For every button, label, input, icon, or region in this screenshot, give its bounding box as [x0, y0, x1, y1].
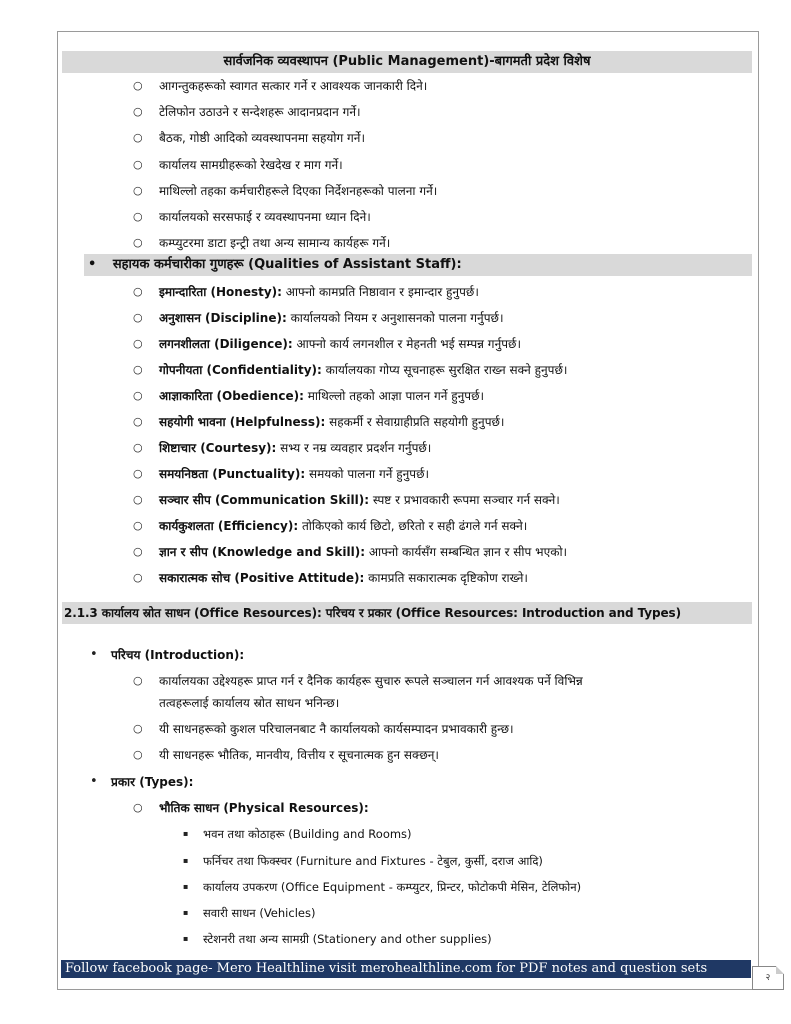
quality-desc: आफ्नो कार्य लगनशील र मेहनती भई सम्पन्न गर्नुपर्छ।	[292, 337, 522, 351]
bullet-circle-icon: ○	[133, 801, 143, 814]
bullet-dot-icon: •	[88, 257, 97, 272]
types-heading: प्रकार (Types):	[111, 775, 194, 789]
bullet-square-icon: ▪	[183, 829, 189, 838]
list-item: कम्प्युटरमा डाटा इन्ट्री तथा अन्य सामान्य कार्यहरू गर्ने।	[159, 236, 391, 250]
bullet-circle-icon: ○	[133, 545, 143, 558]
quality-desc: कार्यालयको नियम र अनुशासनको पालना गर्नुपर्छ।	[286, 311, 504, 325]
quality-term: सकारात्मक सोच (Positive Attitude):	[159, 571, 365, 585]
list-item	[159, 309, 504, 327]
list-item	[159, 491, 560, 509]
bullet-circle-icon: ○	[133, 131, 143, 144]
list-item: टेलिफोन उठाउने र सन्देशहरू आदानप्रदान गर्ने।	[159, 105, 361, 119]
quality-desc: कार्यालयका गोप्य सूचनाहरू सुरक्षित राख्न सक्ने हुनुपर्छ।	[321, 363, 568, 377]
quality-desc: तोकिएको कार्य छिटो, छरितो र सही ढंगले गर्न सक्ने।	[298, 519, 528, 533]
list-item	[159, 543, 567, 561]
list-item	[159, 387, 484, 405]
bullet-circle-icon: ○	[133, 311, 143, 324]
qualities-heading: सहायक कर्मचारीका गुणहरू (Qualities of Assistant Staff):	[112, 257, 462, 272]
list-item	[159, 569, 528, 587]
quality-term: ज्ञान र सीप (Knowledge and Skill):	[159, 545, 365, 559]
bullet-square-icon: ▪	[183, 882, 189, 891]
qualities-heading-band	[84, 254, 752, 276]
quality-desc: माथिल्लो तहको आज्ञा पालन गर्ने हुनुपर्छ।	[303, 389, 485, 403]
list-item	[159, 465, 429, 483]
bullet-circle-icon: ○	[133, 441, 143, 454]
bullet-circle-icon: ○	[133, 285, 143, 298]
bullet-circle-icon: ○	[133, 184, 143, 197]
bullet-dot-icon: •	[90, 774, 98, 789]
footer-banner: Follow facebook page- Mero Healthline visit merohealthline.com for PDF notes and question sets	[61, 960, 751, 978]
bullet-circle-icon: ○	[133, 748, 143, 761]
quality-desc: स्पष्ट र प्रभावकारी रूपमा सञ्चार गर्न सक्ने।	[369, 493, 560, 507]
bullet-square-icon: ▪	[183, 908, 189, 917]
list-item: सवारी साधन (Vehicles)	[203, 906, 316, 920]
list-item: कार्यालयको सरसफाई र व्यवस्थापनमा ध्यान दिने।	[159, 210, 371, 224]
bullet-circle-icon: ○	[133, 493, 143, 506]
bullet-circle-icon: ○	[133, 467, 143, 480]
quality-term: सञ्चार सीप (Communication Skill):	[159, 493, 369, 507]
list-item: कार्यालय सामग्रीहरूको रेखदेख र माग गर्ने।	[159, 158, 343, 172]
list-item: स्टेशनरी तथा अन्य सामग्री (Stationery and other supplies)	[203, 932, 492, 946]
bullet-dot-icon: •	[90, 647, 98, 662]
bullet-circle-icon: ○	[133, 210, 143, 223]
quality-term: शिष्टाचार (Courtesy):	[159, 441, 277, 455]
quality-term: इमान्दारिता (Honesty):	[159, 285, 282, 299]
quality-desc: समयको पालना गर्ने हुनुपर्छ।	[305, 467, 430, 481]
bullet-circle-icon: ○	[133, 158, 143, 171]
quality-term: कार्यकुशलता (Efficiency):	[159, 519, 299, 533]
quality-desc: सहकर्मी र सेवाग्राहीप्रति सहयोगी हुनुपर्छ।	[325, 415, 505, 429]
section-heading: सार्वजनिक व्यवस्थापन (Public Management)-बागमती प्रदेश विशेष	[62, 51, 752, 73]
list-item: आगन्तुकहरूको स्वागत सत्कार गर्ने र आवश्यक जानकारी दिने।	[159, 79, 428, 93]
list-item: यी साधनहरू भौतिक, मानवीय, वित्तीय र सूचनात्मक हुन सक्छन्।	[159, 748, 439, 762]
list-item	[159, 335, 521, 353]
bullet-circle-icon: ○	[133, 236, 143, 249]
list-item: कार्यालय उपकरण (Office Equipment - कम्प्युटर, प्रिन्टर, फोटोकपी मेसिन, टेलिफोन)	[203, 880, 582, 894]
list-item	[159, 517, 527, 535]
list-item: यी साधनहरूको कुशल परिचालनबाट नै कार्यालयको कार्यसम्पादन प्रभावकारी हुन्छ।	[159, 722, 514, 736]
list-item	[159, 439, 431, 457]
page-border	[57, 31, 759, 990]
page-number: २	[752, 966, 784, 990]
bullet-square-icon: ▪	[183, 934, 189, 943]
quality-term: सहयोगी भावना (Helpfulness):	[159, 415, 326, 429]
bullet-circle-icon: ○	[133, 389, 143, 402]
quality-desc: आफ्नो कार्यसँग सम्बन्धित ज्ञान र सीप भएको।	[365, 545, 568, 559]
physical-heading: भौतिक साधन (Physical Resources):	[159, 801, 369, 815]
list-item: बैठक, गोष्ठी आदिको व्यवस्थापनमा सहयोग गर्ने।	[159, 131, 366, 145]
bullet-circle-icon: ○	[133, 674, 143, 687]
quality-term: गोपनीयता (Confidentiality):	[159, 363, 322, 377]
quality-desc: सभ्य र नम्र व्यवहार प्रदर्शन गर्नुपर्छ।	[276, 441, 432, 455]
bullet-circle-icon: ○	[133, 722, 143, 735]
list-item	[159, 413, 504, 431]
list-item: भवन तथा कोठाहरू (Building and Rooms)	[203, 827, 412, 841]
bullet-circle-icon: ○	[133, 79, 143, 92]
intro-heading: परिचय (Introduction):	[111, 648, 245, 662]
bullet-square-icon: ▪	[183, 856, 189, 865]
quality-term: समयनिष्ठता (Punctuality):	[159, 467, 306, 481]
list-item: माथिल्लो तहका कर्मचारीहरूले दिएका निर्देशनहरूको पालना गर्ने।	[159, 184, 438, 198]
quality-term: आज्ञाकारिता (Obedience):	[159, 389, 304, 403]
bullet-circle-icon: ○	[133, 571, 143, 584]
list-item	[159, 361, 567, 379]
list-item: कार्यालयका उद्देश्यहरू प्राप्त गर्न र दैनिक कार्यहरू सुचारु रूपले सञ्चालन गर्न आवश्यक पर्ने विभिन्न	[159, 674, 583, 688]
bullet-circle-icon: ○	[133, 519, 143, 532]
quality-desc: आफ्नो कामप्रति निष्ठावान र इमान्दार हुनुपर्छ।	[281, 285, 479, 299]
quality-desc: कामप्रति सकारात्मक दृष्टिकोण राख्ने।	[364, 571, 528, 585]
bullet-circle-icon: ○	[133, 105, 143, 118]
list-item-continuation: तत्वहरूलाई कार्यालय स्रोत साधन भनिन्छ।	[159, 696, 340, 710]
quality-term: लगनशीलता (Diligence):	[159, 337, 293, 351]
quality-term: अनुशासन (Discipline):	[159, 311, 287, 325]
resources-heading: 2.1.3 कार्यालय स्रोत साधन (Office Resources): परिचय र प्रकार (Office Resources: Introduction and Types)	[62, 602, 752, 624]
bullet-circle-icon: ○	[133, 337, 143, 350]
bullet-circle-icon: ○	[133, 363, 143, 376]
list-item	[159, 283, 479, 301]
list-item: फर्निचर तथा फिक्स्चर (Furniture and Fixtures - टेबुल, कुर्सी, दराज आदि)	[203, 854, 543, 868]
bullet-circle-icon: ○	[133, 415, 143, 428]
